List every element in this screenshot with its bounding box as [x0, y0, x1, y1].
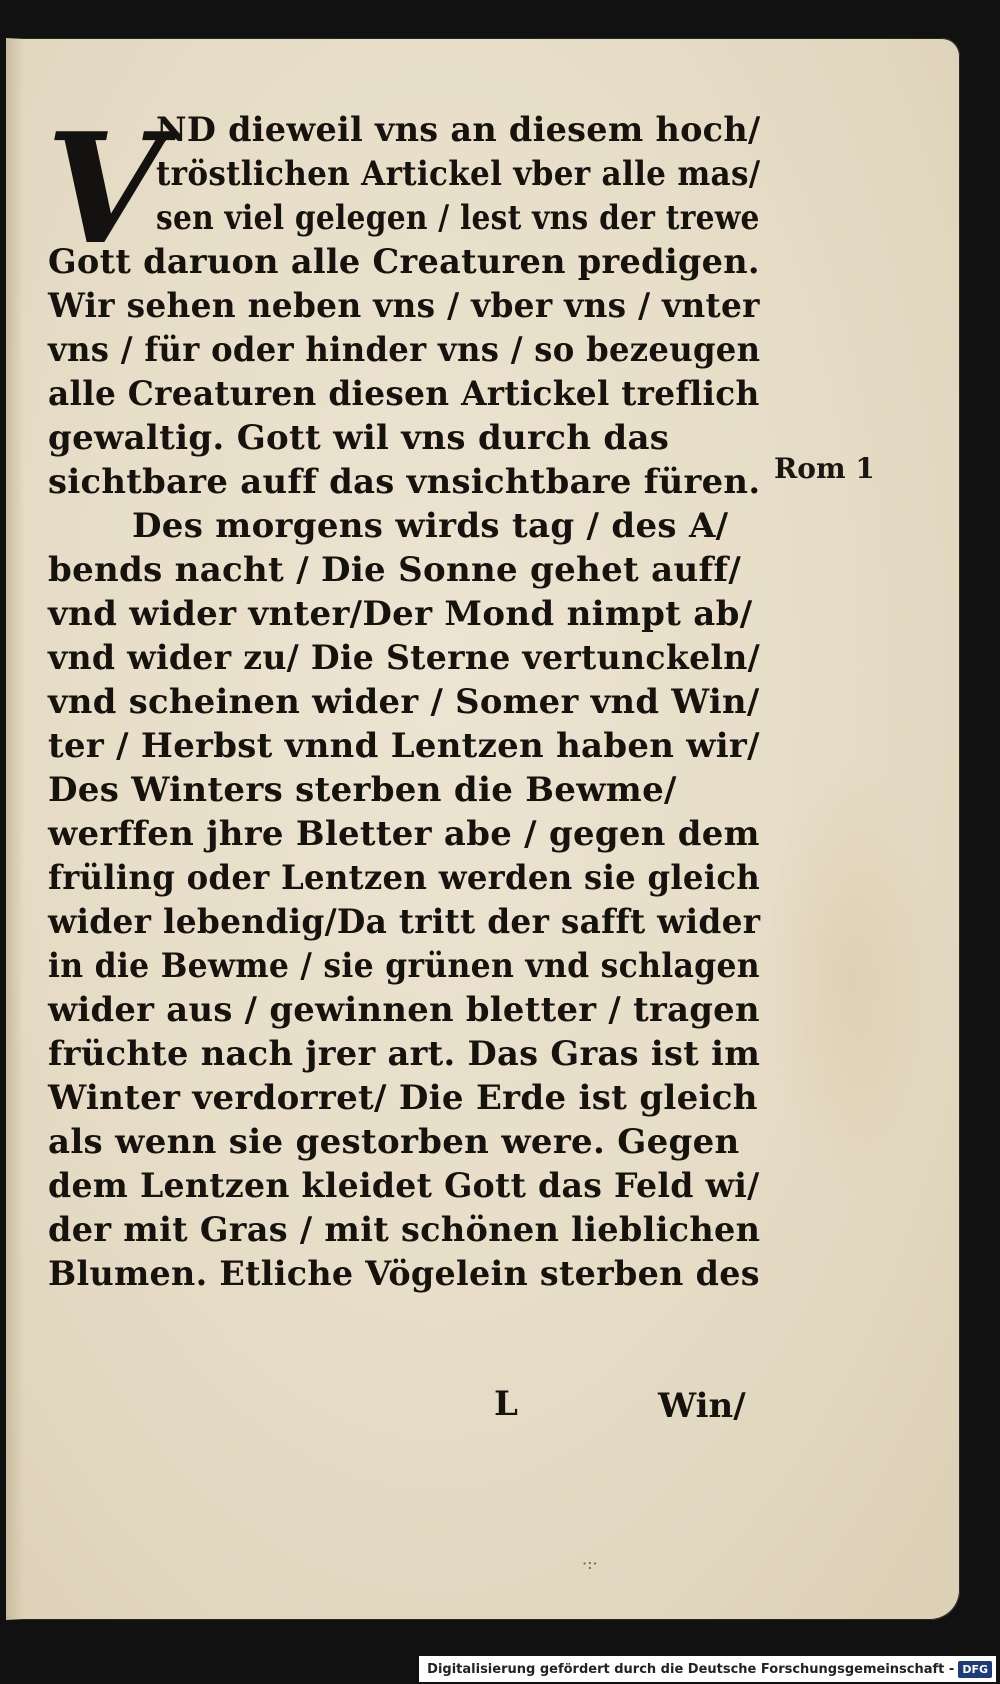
printer-mark: ·:·	[582, 1554, 598, 1573]
decorated-initial: V	[46, 99, 164, 278]
text-line: Wir sehen neben vns / vber vns / vnter	[48, 286, 760, 326]
text-line: Des Winters sterben die Bewme/	[48, 770, 677, 810]
signature-mark: L	[494, 1384, 518, 1424]
text-line: vnd wider vnter/Der Mond nimpt ab/	[48, 594, 753, 634]
dfg-logo[interactable]: DFG	[958, 1661, 992, 1678]
text-line: in die Bewme / sie grünen vnd schlagen	[48, 946, 760, 986]
text-line: alle Creaturen diesen Artickel treflich	[48, 374, 760, 414]
text-line: wider aus / gewinnen bletter / tragen	[48, 990, 760, 1030]
text-line: bends nacht / Die Sonne gehet auff/	[48, 550, 742, 590]
text-line: ND dieweil vns an diesem hoch/	[156, 110, 761, 150]
text-line: als wenn sie gestorben were. Gegen	[48, 1122, 740, 1162]
text-line: der mit Gras / mit schönen lieblichen	[48, 1210, 761, 1250]
text-line: gewaltig. Gott wil vns durch das	[48, 418, 670, 458]
paper-stain	[766, 758, 936, 1198]
text-line: Blumen. Etliche Vögelein sterben des	[48, 1254, 760, 1294]
text-line: früling oder Lentzen werden sie gleich	[48, 858, 761, 898]
text-line: tröstlichen Artickel vber alle mas/	[156, 154, 761, 194]
text-line: werffen jhre Bletter abe / gegen dem	[48, 814, 760, 854]
text-line: Des morgens wirds tag / des A/	[132, 506, 729, 546]
text-line: Gott daruon alle Creaturen predigen.	[48, 242, 760, 282]
text-line: wider lebendig/Da tritt der safft wider	[48, 902, 761, 942]
text-line: vns / für oder hinder vns / so bezeugen	[48, 330, 761, 370]
text-line: Winter verdorret/ Die Erde ist gleich	[48, 1078, 758, 1118]
digitization-footer	[419, 1656, 996, 1682]
text-line: dem Lentzen kleidet Gott das Feld wi/	[48, 1166, 760, 1206]
book-page	[6, 38, 960, 1620]
text-line: ter / Herbst vnnd Lentzen haben wir/	[48, 726, 760, 766]
footer-credit: Digitalisierung gefördert durch die Deutsche Forschungsgemeinschaft -	[427, 1661, 955, 1677]
text-line: früchte nach jrer art. Das Gras ist im	[48, 1034, 761, 1074]
text-line: sen viel gelegen / lest vns der trewe	[156, 198, 760, 238]
text-line: vnd scheinen wider / Somer vnd Win/	[48, 682, 760, 722]
catchword: Win/	[658, 1386, 746, 1426]
marginal-note: Rom 1	[774, 452, 875, 485]
text-line: vnd wider zu/ Die Sterne vertunckeln/	[48, 638, 761, 678]
text-line: sichtbare auff das vnsichtbare füren.	[48, 462, 761, 502]
